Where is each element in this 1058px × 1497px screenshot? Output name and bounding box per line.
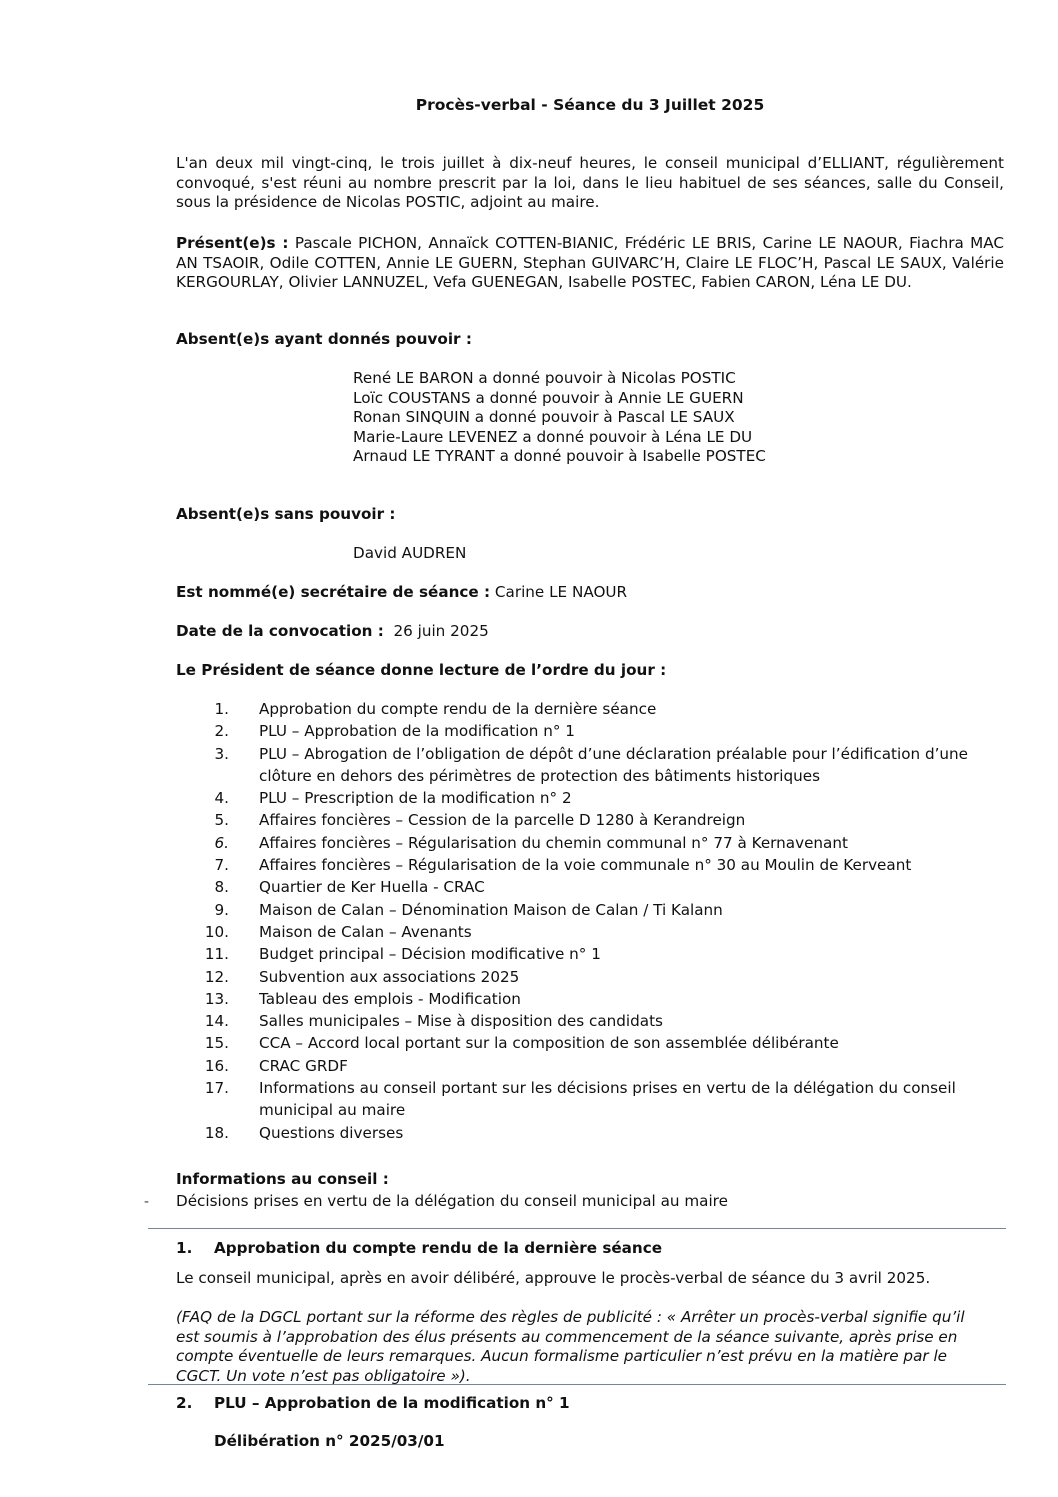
proxy-item: Marie-Laure LEVENEZ a donné pouvoir à Léna LE DU (353, 427, 753, 446)
agenda-text: Informations au conseil portant sur les décisions prises en vertu de la délégation du conseil municipal au maire (259, 1079, 956, 1120)
secretaire-value: Carine LE NAOUR (490, 583, 628, 601)
informations-label: Informations au conseil : (176, 1170, 389, 1188)
agenda-num: 11. (204, 945, 229, 964)
section-1-note: (FAQ de la DGCL portant sur la réforme des règles de publicité : « Arrêter un procès-verbal signifie qu’il est soumis à l’approbation des élus présents au commencement de la séance suivante, après prise en compte éventuelle de leurs remarques. Aucun formalisme particulier n’est prévu en la matière par le CGCT. Un vote n’est pas obligatoire »). (176, 1308, 965, 1385)
agenda-num: 2. (214, 722, 229, 741)
agenda-num: 10. (204, 922, 229, 941)
agenda-num: 8. (214, 878, 229, 897)
agenda-text: Subvention aux associations 2025 (259, 967, 520, 986)
convocation-value: 26 juin 2025 (383, 622, 489, 640)
agenda-item (176, 988, 1006, 1010)
section-divider (148, 1228, 1006, 1229)
agenda-num: 5. (214, 811, 229, 830)
agenda-item (176, 698, 1006, 720)
section-title: Approbation du compte rendu de la dernière séance (214, 1239, 663, 1257)
agenda-text: Affaires foncières – Régularisation du chemin communal n° 77 à Kernavenant (259, 833, 848, 852)
agenda-item (176, 1010, 1006, 1032)
presents-list: Pascale PICHON, Annaïck COTTEN-BIANIC, Frédéric LE BRIS, Carine LE NAOUR, Fiachra MAC AN TSAOIR, Odile COTTEN, Annie LE GUERN, Stephan GUIVARC’H, Claire LE FLOC’H, Pascal LE SAUX, Valérie KERGOURLAY, Olivier LANNUZEL, Vefa GUENEGAN, Isabelle POSTEC, Fabien CARON, Léna LE DU. (176, 234, 1004, 292)
agenda-text: Affaires foncières – Régularisation de la voie communale n° 30 au Moulin de Kerveant (259, 856, 912, 875)
convocation-line (176, 622, 1004, 642)
agenda-item (176, 854, 1006, 876)
proxy-list (353, 369, 766, 467)
agenda-text: PLU – Abrogation de l’obligation de dépôt d’une déclaration préalable pour l’édification d’une clôture en dehors des périmètres de protection des bâtiments historiques (259, 744, 969, 785)
agenda-num: 4. (214, 789, 229, 808)
agenda-item (176, 720, 1006, 742)
deliberation-number: Délibération n° 2025/03/01 (214, 1432, 445, 1450)
absent-sans-name: David AUDREN (353, 544, 467, 562)
agenda-num: 6. (214, 833, 229, 852)
section-divider (148, 1384, 1006, 1385)
absents-sans-label: Absent(e)s sans pouvoir : (176, 505, 396, 523)
proxy-item: Ronan SINQUIN a donné pouvoir à Pascal LE SAUX (353, 408, 735, 427)
agenda-text: PLU – Approbation de la modification n° 1 (259, 722, 575, 741)
agenda-num: 7. (214, 856, 229, 875)
agenda-item (176, 1032, 1006, 1054)
agenda-text: Budget principal – Décision modificative n° 1 (259, 945, 601, 964)
intro-paragraph: L'an deux mil vingt-cinq, le trois juillet à dix-neuf heures, le conseil municipal d’ELLIANT, régulièrement convoqué, s'est réuni au nombre prescrit par la loi, dans le lieu habituel de ses séances, salle du Conseil, sous la présidence de Nicolas POSTIC, adjoint au maire. (176, 154, 1004, 212)
agenda-item (176, 1077, 1006, 1122)
agenda-item (176, 921, 1006, 943)
agenda-text: CCA – Accord local portant sur la composition de son assemblée délibérante (259, 1034, 839, 1053)
agenda-num: 18. (204, 1123, 229, 1142)
agenda-num: 9. (214, 900, 229, 919)
convocation-label: Date de la convocation : (176, 622, 384, 640)
presents-label: Présent(e)s : (176, 234, 289, 252)
agenda-text: PLU – Prescription de la modification n° 2 (259, 789, 572, 808)
absents-pouvoir-label: Absent(e)s ayant donnés pouvoir : (176, 330, 472, 348)
agenda-list (176, 698, 1006, 1144)
agenda-item (176, 832, 1006, 854)
agenda-text: CRAC GRDF (259, 1056, 348, 1075)
secretaire-label: Est nommé(e) secrétaire de séance : (176, 583, 491, 601)
section-title: PLU – Approbation de la modification n° 1 (214, 1394, 570, 1412)
presents-paragraph (176, 234, 1004, 293)
agenda-item (176, 787, 1006, 809)
proxy-item: René LE BARON a donné pouvoir à Nicolas POSTIC (353, 369, 736, 387)
ordre-du-jour-label: Le Président de séance donne lecture de l’ordre du jour : (176, 661, 667, 679)
agenda-num: 1. (214, 700, 229, 718)
section-number: 2. (176, 1394, 193, 1412)
bullet-dash: - (144, 1194, 150, 1210)
agenda-num: 13. (204, 989, 229, 1008)
agenda-item (176, 966, 1006, 988)
agenda-text: Questions diverses (259, 1123, 404, 1142)
page-title: Procès-verbal - Séance du 3 Juillet 2025 (415, 96, 765, 114)
proxy-item: Arnaud LE TYRANT a donné pouvoir à Isabelle POSTEC (353, 447, 766, 466)
agenda-text: Approbation du compte rendu de la dernière séance (259, 700, 657, 718)
agenda-num: 16. (204, 1056, 229, 1075)
agenda-item (176, 1055, 1006, 1077)
section-number: 1. (176, 1239, 193, 1257)
agenda-item (176, 943, 1006, 965)
secretaire-line (176, 583, 1004, 603)
agenda-num: 14. (204, 1012, 229, 1031)
agenda-num: 3. (214, 744, 229, 763)
agenda-text: Maison de Calan – Dénomination Maison de Calan / Ti Kalann (259, 900, 723, 919)
agenda-item (176, 899, 1006, 921)
agenda-text: Maison de Calan – Avenants (259, 922, 472, 941)
agenda-item (176, 1122, 1006, 1144)
agenda-num: 12. (204, 967, 229, 986)
section-2-heading (176, 1394, 570, 1412)
agenda-item (176, 743, 1006, 788)
section-1-heading (176, 1239, 662, 1257)
agenda-text: Affaires foncières – Cession de la parcelle D 1280 à Kerandreign (259, 811, 746, 830)
agenda-text: Quartier de Ker Huella - CRAC (259, 878, 485, 897)
agenda-num: 15. (204, 1034, 229, 1053)
agenda-num: 17. (204, 1079, 229, 1098)
agenda-item (176, 876, 1006, 898)
agenda-text: Salles municipales – Mise à disposition des candidats (259, 1012, 663, 1031)
agenda-text: Tableau des emplois - Modification (259, 989, 521, 1008)
informations-item: Décisions prises en vertu de la délégation du conseil municipal au maire (176, 1192, 728, 1210)
proxy-item: Loïc COUSTANS a donné pouvoir à Annie LE GUERN (353, 388, 744, 407)
agenda-item (176, 809, 1006, 831)
section-1-text: Le conseil municipal, après en avoir délibéré, approuve le procès-verbal de séance du 3 avril 2025. (176, 1269, 931, 1287)
